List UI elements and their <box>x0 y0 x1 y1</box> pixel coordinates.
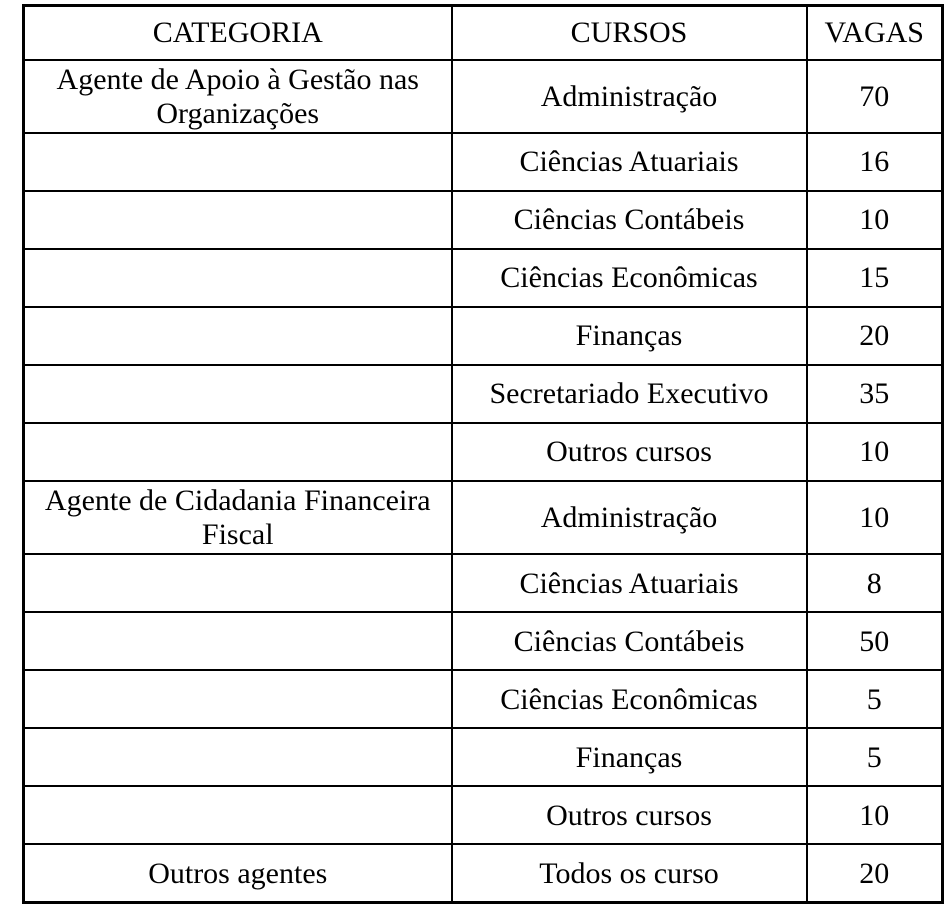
cell-vagas: 20 <box>807 307 943 365</box>
table-row <box>24 191 943 249</box>
cell-categoria <box>24 612 452 670</box>
table-row <box>24 60 943 133</box>
cell-vagas: 70 <box>807 60 943 133</box>
cell-curso: Ciências Econômicas <box>452 249 807 307</box>
cell-curso: Ciências Atuariais <box>452 554 807 612</box>
cell-categoria <box>24 554 452 612</box>
cell-curso: Finanças <box>452 307 807 365</box>
cell-vagas: 35 <box>807 365 943 423</box>
table-row <box>24 670 943 728</box>
cell-categoria: Outros agentes <box>24 844 452 903</box>
cell-vagas: 10 <box>807 786 943 844</box>
table-row <box>24 554 943 612</box>
cell-categoria <box>24 786 452 844</box>
table-row <box>24 481 943 554</box>
cell-vagas: 50 <box>807 612 943 670</box>
cell-curso: Todos os curso <box>452 844 807 903</box>
table-row <box>24 844 943 903</box>
cell-vagas: 10 <box>807 191 943 249</box>
table-row <box>24 423 943 481</box>
cell-vagas: 10 <box>807 481 943 554</box>
cell-vagas: 8 <box>807 554 943 612</box>
cell-curso: Administração <box>452 481 807 554</box>
cell-curso: Ciências Atuariais <box>452 133 807 191</box>
cell-vagas: 5 <box>807 670 943 728</box>
cell-vagas: 15 <box>807 249 943 307</box>
column-header-cursos: CURSOS <box>452 6 807 61</box>
cell-categoria <box>24 670 452 728</box>
cell-categoria <box>24 365 452 423</box>
cell-categoria <box>24 249 452 307</box>
cell-curso: Outros cursos <box>452 786 807 844</box>
table-header-row <box>24 6 943 61</box>
table-row <box>24 307 943 365</box>
cell-vagas: 20 <box>807 844 943 903</box>
table-row <box>24 133 943 191</box>
table-row <box>24 786 943 844</box>
cell-curso: Administração <box>452 60 807 133</box>
cell-vagas: 10 <box>807 423 943 481</box>
table-row <box>24 728 943 786</box>
column-header-categoria: CATEGORIA <box>24 6 452 61</box>
table-header <box>24 6 943 61</box>
cell-categoria <box>24 191 452 249</box>
table-row <box>24 249 943 307</box>
cell-curso: Finanças <box>452 728 807 786</box>
cell-vagas: 5 <box>807 728 943 786</box>
cell-categoria: Agente de Cidadania Financeira Fiscal <box>24 481 452 554</box>
table-row <box>24 612 943 670</box>
cell-vagas: 16 <box>807 133 943 191</box>
table-row <box>24 365 943 423</box>
cell-categoria <box>24 133 452 191</box>
cell-curso: Secretariado Executivo <box>452 365 807 423</box>
cell-categoria <box>24 307 452 365</box>
cell-categoria: Agente de Apoio à Gestão nas Organizações <box>24 60 452 133</box>
cell-curso: Ciências Econômicas <box>452 670 807 728</box>
cell-categoria <box>24 423 452 481</box>
table-body <box>24 60 943 903</box>
column-header-vagas: VAGAS <box>807 6 943 61</box>
cell-curso: Ciências Contábeis <box>452 191 807 249</box>
cell-curso: Outros cursos <box>452 423 807 481</box>
vagas-table <box>22 4 944 904</box>
cell-curso: Ciências Contábeis <box>452 612 807 670</box>
cell-categoria <box>24 728 452 786</box>
